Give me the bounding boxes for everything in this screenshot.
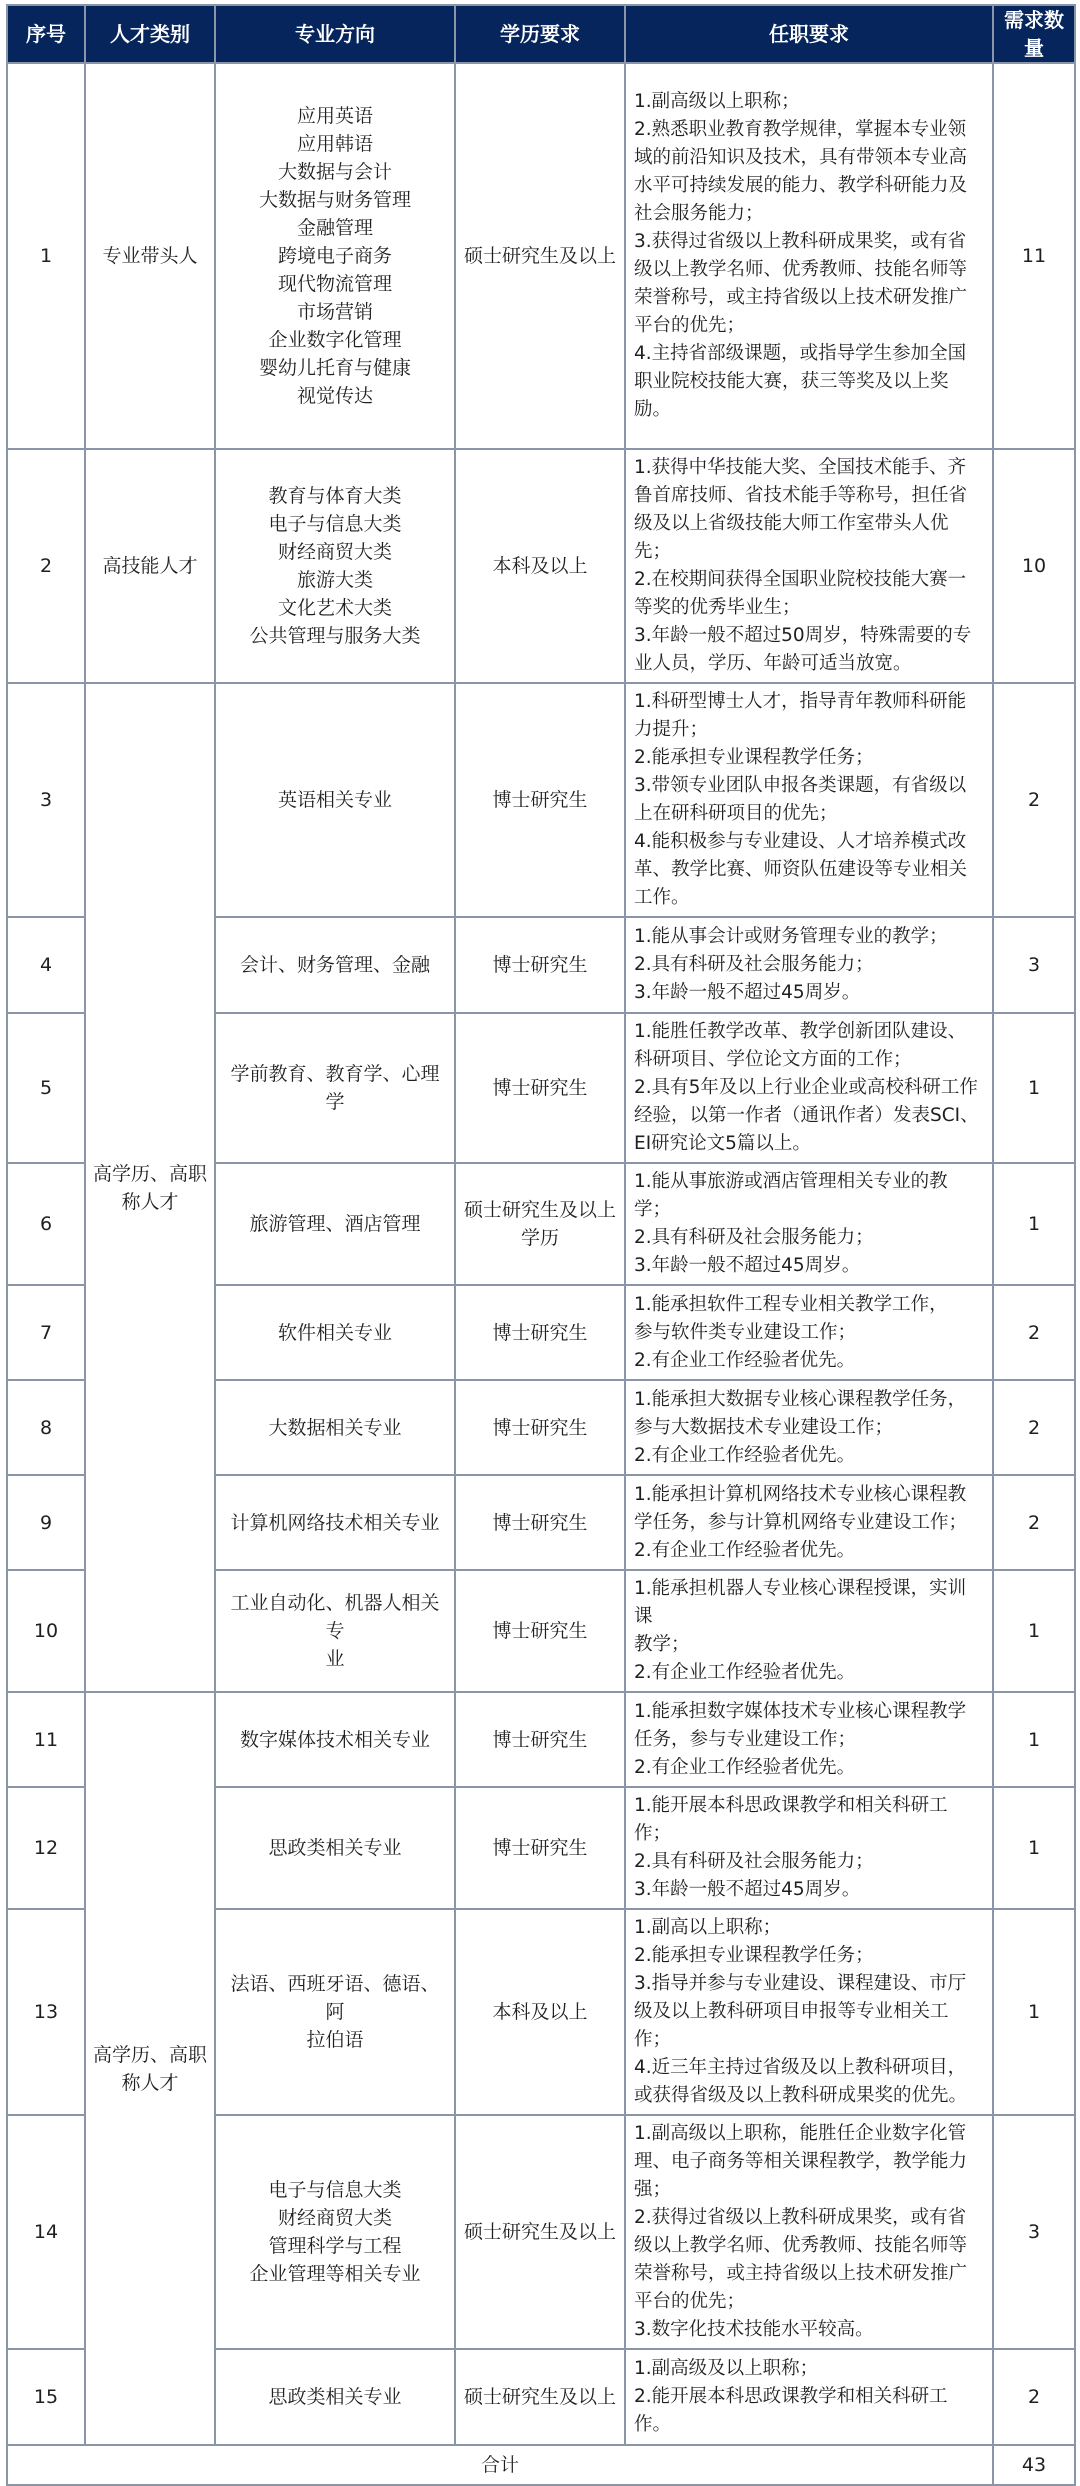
- major-line: 财经商贸大类: [277, 541, 392, 563]
- requirement-line: 3.年龄一般不超过45周岁。: [634, 1879, 861, 1900]
- education-line: 博士研究生: [492, 1077, 588, 1099]
- cell-no: 4: [7, 917, 85, 1013]
- requirement-line: 任务，参与专业建设工作；: [634, 1728, 857, 1750]
- requirement-line: 2.在校期间获得全国职业院校技能大赛一: [634, 569, 967, 590]
- cell-education: [455, 1013, 625, 1163]
- requirement-line: 作；: [634, 1823, 672, 1844]
- requirement-line: 教学；: [634, 1634, 690, 1655]
- major-line: 财经商贸大类: [277, 2207, 392, 2229]
- requirement-line: 1.副高级以上职称，能胜任企业数字化管: [634, 2123, 967, 2144]
- requirement-line: 2.熟悉职业教育教学规律，掌握本专业领: [634, 119, 967, 140]
- cell-no: 7: [7, 1285, 85, 1380]
- cell-no: 5: [7, 1013, 85, 1163]
- requirement-line: 学任务，参与计算机网络专业建设工作；: [634, 1511, 968, 1533]
- requirement-line: 1.科研型博士人才，指导青年教师科研能: [634, 691, 967, 712]
- requirement-line: 1.获得中华技能大奖、全国技术能手、齐: [634, 457, 967, 478]
- cell-education: [455, 1380, 625, 1475]
- cell-no: 12: [7, 1787, 85, 1909]
- major-line: 计算机网络技术相关专业: [230, 1511, 440, 1534]
- requirement-line: 2.能承担专业课程教学任务；: [634, 1945, 874, 1966]
- header-requirements: 任职要求: [625, 5, 993, 63]
- requirement-line: 理、电子商务等相关课程教学，教学能力: [634, 2151, 968, 2172]
- requirement-line: 1.能从事旅游或酒店管理相关专业的教: [634, 1171, 948, 1192]
- requirement-line: 2.能开展本科思政课教学和相关科研工: [634, 2386, 948, 2407]
- cell-major: [215, 2115, 455, 2349]
- education-line: 博士研究生: [492, 1728, 588, 1751]
- requirement-line: 平台的优先；: [634, 2291, 746, 2312]
- requirement-line: 3.年龄一般不超过50周岁，特殊需要的专: [634, 625, 972, 646]
- requirement-line: 强；: [634, 2179, 672, 2200]
- cell-education: [455, 1163, 625, 1285]
- requirement-line: 力提升；: [634, 719, 709, 740]
- cell-education: [455, 1475, 625, 1570]
- requirement-line: 鲁首席技师、省技术能手等称号，担任省: [634, 485, 968, 506]
- total-row: [7, 2445, 1075, 2485]
- requirement-line: 经验，以第一作者（通讯作者）发表SCI、: [634, 1105, 979, 1126]
- requirement-line: 革、教学比赛、师资队伍建设等专业相关: [634, 859, 968, 880]
- major-line: 大数据相关专业: [268, 1416, 402, 1439]
- major-line: 婴幼儿托育与健康: [258, 357, 411, 379]
- cell-requirements: [625, 2349, 993, 2445]
- cell-count: 2: [993, 1475, 1075, 1570]
- requirement-line: 等奖的优秀毕业生；: [634, 597, 801, 618]
- table-row: [7, 683, 1075, 917]
- cell-requirements: [625, 1787, 993, 1909]
- table-row: [7, 1692, 1075, 1787]
- cell-major: [215, 449, 455, 683]
- cell-major: [215, 917, 455, 1013]
- major-line: 教育与体育大类: [268, 485, 402, 507]
- requirement-line: 1.能开展本科思政课教学和相关科研工: [634, 1795, 948, 1816]
- requirement-line: 3.获得过省级以上教科研成果奖，或有省: [634, 231, 967, 252]
- cell-education: [455, 1570, 625, 1692]
- requirement-line: 2.具有科研及社会服务能力；: [634, 1227, 874, 1248]
- requirement-line: 业人员，学历、年龄可适当放宽。: [634, 653, 912, 674]
- requirement-line: 励。: [634, 399, 672, 420]
- requirement-line: 2.具有科研及社会服务能力；: [634, 954, 874, 975]
- cell-requirements: [625, 63, 993, 449]
- requirement-line: 2.具有科研及社会服务能力；: [634, 1851, 874, 1872]
- table-row: [7, 449, 1075, 683]
- header-row: [7, 5, 1075, 63]
- education-line: 博士研究生: [492, 1837, 588, 1859]
- requirement-line: 2.获得过省级以上教科研成果奖，或有省: [634, 2207, 967, 2228]
- requirement-line: 2.有企业工作经验者优先。: [634, 1444, 856, 1466]
- recruitment-table-container: [6, 4, 1076, 2486]
- education-line: 博士研究生: [492, 1321, 588, 1344]
- cell-major: [215, 683, 455, 917]
- cell-requirements: [625, 2115, 993, 2349]
- requirement-line: 2.有企业工作经验者优先。: [634, 1756, 856, 1778]
- cell-category: 高技能人才: [85, 449, 215, 683]
- cell-no: 8: [7, 1380, 85, 1475]
- cell-no: 3: [7, 683, 85, 917]
- cell-count: 2: [993, 683, 1075, 917]
- major-line: 软件相关专业: [277, 1321, 392, 1344]
- requirement-line: 作；: [634, 2029, 672, 2050]
- cell-requirements: [625, 683, 993, 917]
- cell-education: [455, 1692, 625, 1787]
- cell-major: [215, 1570, 455, 1692]
- cell-requirements: [625, 1909, 993, 2115]
- cell-category: 高学历、高职称人才: [85, 1692, 215, 2445]
- requirement-line: 荣誉称号，或主持省级以上技术研发推广: [634, 287, 968, 308]
- requirement-line: 1.能承担机器人专业核心课程授课，实训课: [634, 1578, 967, 1627]
- education-line: 博士研究生: [492, 954, 588, 976]
- total-label: 合计: [7, 2445, 993, 2485]
- requirement-line: 1.副高级以上职称；: [634, 91, 800, 112]
- requirement-line: 4.能积极参与专业建设、人才培养模式改: [634, 831, 967, 852]
- cell-count: 1: [993, 1570, 1075, 1692]
- requirement-line: 荣誉称号，或主持省级以上技术研发推广: [634, 2263, 968, 2284]
- cell-major: [215, 63, 455, 449]
- requirement-line: 工作。: [634, 887, 690, 908]
- requirement-line: 1.副高以上职称；: [634, 1917, 782, 1938]
- requirement-line: 1.副高级及以上职称；: [634, 2358, 819, 2379]
- requirement-line: 2.能承担专业课程教学任务；: [634, 747, 874, 768]
- cell-major: [215, 1285, 455, 1380]
- cell-count: 1: [993, 1163, 1075, 1285]
- cell-requirements: [625, 917, 993, 1013]
- major-line: 业: [325, 1648, 345, 1670]
- major-line: 数字媒体技术相关专业: [239, 1728, 430, 1751]
- major-line: 拉伯语: [306, 2029, 364, 2051]
- cell-education: [455, 683, 625, 917]
- major-line: 旅游管理、酒店管理: [249, 1213, 421, 1235]
- major-line: 管理科学与工程: [268, 2235, 402, 2257]
- header-no: 序号: [7, 5, 85, 63]
- header-major: 专业方向: [215, 5, 455, 63]
- major-line: 电子与信息大类: [268, 2179, 402, 2201]
- cell-no: 15: [7, 2349, 85, 2445]
- cell-requirements: [625, 1285, 993, 1380]
- cell-education: [455, 449, 625, 683]
- major-line: 应用韩语: [296, 133, 373, 155]
- requirement-line: 1.能从事会计或财务管理专业的教学；: [634, 926, 948, 947]
- cell-no: 10: [7, 1570, 85, 1692]
- cell-count: 3: [993, 2115, 1075, 2349]
- cell-category: 专业带头人: [85, 63, 215, 449]
- cell-education: [455, 2115, 625, 2349]
- cell-major: [215, 1692, 455, 1787]
- major-line: 文化艺术大类: [277, 597, 392, 619]
- requirement-line: 1.能胜任教学改革、教学创新团队建设、: [634, 1021, 967, 1042]
- requirement-line: 学；: [634, 1199, 672, 1220]
- cell-no: 2: [7, 449, 85, 683]
- cell-no: 9: [7, 1475, 85, 1570]
- education-line: 博士研究生: [492, 1511, 588, 1534]
- requirement-line: 级以上教学名师、优秀教师、技能名师等: [634, 259, 968, 280]
- header-category: 人才类别: [85, 5, 215, 63]
- major-line: 工业自动化、机器人相关专: [230, 1592, 440, 1642]
- requirement-line: 2.有企业工作经验者优先。: [634, 1349, 856, 1371]
- cell-education: [455, 917, 625, 1013]
- requirement-line: 1.能承担软件工程专业相关教学工作，: [634, 1293, 948, 1315]
- cell-major: [215, 1909, 455, 2115]
- major-line: 旅游大类: [296, 569, 373, 591]
- cell-major: [215, 1475, 455, 1570]
- cell-major: [215, 1163, 455, 1285]
- education-line: 本科及以上: [492, 2001, 588, 2023]
- education-line: 博士研究生: [492, 1620, 588, 1642]
- requirement-line: 级及以上省级技能大师工作室带头人优: [634, 513, 949, 534]
- requirement-line: 参与大数据技术专业建设工作；: [634, 1416, 894, 1438]
- requirement-line: 3.数字化技术技能水平较高。: [634, 2319, 874, 2340]
- requirement-line: 科研项目、学位论文方面的工作；: [634, 1049, 912, 1070]
- education-line: 本科及以上: [492, 555, 588, 577]
- major-line: 大数据与会计: [277, 161, 392, 183]
- cell-requirements: [625, 449, 993, 683]
- cell-count: 2: [993, 1380, 1075, 1475]
- requirement-line: 上在研科研项目的优先；: [634, 803, 838, 824]
- requirement-line: 参与软件类专业建设工作；: [634, 1321, 857, 1343]
- major-line: 电子与信息大类: [268, 513, 402, 535]
- major-line: 大数据与财务管理: [258, 189, 411, 211]
- requirement-line: 级及以上教科研项目申报等专业相关工: [634, 2001, 949, 2022]
- cell-no: 11: [7, 1692, 85, 1787]
- cell-count: 1: [993, 1909, 1075, 2115]
- requirement-line: 4.近三年主持过省级及以上教科研项目，: [634, 2057, 967, 2078]
- education-line: 博士研究生: [492, 789, 588, 811]
- total-value: 43: [993, 2445, 1075, 2485]
- cell-education: [455, 2349, 625, 2445]
- cell-requirements: [625, 1570, 993, 1692]
- cell-requirements: [625, 1475, 993, 1570]
- requirement-line: 社会服务能力；: [634, 203, 764, 224]
- major-line: 英语相关专业: [277, 789, 392, 811]
- requirement-line: 1.能承担计算机网络技术专业核心课程教: [634, 1483, 967, 1505]
- cell-count: 1: [993, 1013, 1075, 1163]
- education-line: 学历: [520, 1227, 559, 1249]
- major-line: 会计、财务管理、金融: [239, 954, 430, 976]
- recruitment-table: [6, 4, 1076, 2486]
- cell-major: [215, 1013, 455, 1163]
- requirement-line: 域的前沿知识及技术，具有带领本专业高: [634, 147, 968, 168]
- cell-no: 1: [7, 63, 85, 449]
- requirement-line: 3.带领专业团队申报各类课题，有省级以: [634, 775, 967, 796]
- major-line: 思政类相关专业: [268, 2386, 402, 2408]
- header-education: 学历要求: [455, 5, 625, 63]
- cell-major: [215, 2349, 455, 2445]
- education-line: 硕士研究生及以上: [463, 1199, 616, 1221]
- major-line: 法语、西班牙语、德语、阿: [230, 1973, 440, 2023]
- major-line: 跨境电子商务: [277, 245, 392, 267]
- requirement-line: 或获得省级及以上教科研成果奖的优先。: [634, 2085, 968, 2106]
- cell-requirements: [625, 1013, 993, 1163]
- requirement-line: 先；: [634, 541, 672, 562]
- cell-education: [455, 63, 625, 449]
- cell-no: 14: [7, 2115, 85, 2349]
- cell-major: [215, 1380, 455, 1475]
- education-line: 硕士研究生及以上: [463, 2386, 616, 2408]
- requirement-line: 3.指导并参与专业建设、课程建设、市厅: [634, 1973, 967, 1994]
- header-count: 需求数量: [993, 5, 1075, 63]
- cell-count: 11: [993, 63, 1075, 449]
- requirement-line: 水平可持续发展的能力、教学科研能力及: [634, 175, 968, 196]
- requirement-line: 3.年龄一般不超过45周岁。: [634, 1255, 861, 1276]
- cell-no: 6: [7, 1163, 85, 1285]
- cell-count: 2: [993, 2349, 1075, 2445]
- requirement-line: 3.年龄一般不超过45周岁。: [634, 982, 861, 1003]
- cell-education: [455, 1909, 625, 2115]
- major-line: 金融管理: [296, 217, 373, 239]
- requirement-line: 平台的优先；: [634, 315, 746, 336]
- cell-count: 3: [993, 917, 1075, 1013]
- major-line: 视觉传达: [296, 385, 373, 407]
- cell-count: 2: [993, 1285, 1075, 1380]
- requirement-line: 2.有企业工作经验者优先。: [634, 1662, 856, 1683]
- requirement-line: 1.能承担大数据专业核心课程教学任务，: [634, 1388, 967, 1410]
- major-line: 企业管理等相关专业: [249, 2263, 421, 2285]
- cell-requirements: [625, 1692, 993, 1787]
- major-line: 学前教育、教育学、心理学: [230, 1063, 440, 1113]
- major-line: 市场营销: [296, 301, 373, 323]
- requirement-line: 2.有企业工作经验者优先。: [634, 1539, 856, 1561]
- cell-count: 10: [993, 449, 1075, 683]
- major-line: 思政类相关专业: [268, 1837, 402, 1859]
- cell-count: 1: [993, 1787, 1075, 1909]
- education-line: 硕士研究生及以上: [463, 2221, 616, 2243]
- requirement-line: 4.主持省部级课题，或指导学生参加全国: [634, 343, 967, 364]
- requirement-line: 作。: [634, 2414, 672, 2435]
- major-line: 公共管理与服务大类: [249, 625, 421, 647]
- education-line: 硕士研究生及以上: [463, 245, 616, 267]
- requirement-line: 级以上教学名师、优秀教师、技能名师等: [634, 2235, 968, 2256]
- requirement-line: 2.具有5年及以上行业企业或高校科研工作: [634, 1077, 978, 1098]
- cell-count: 1: [993, 1692, 1075, 1787]
- cell-education: [455, 1285, 625, 1380]
- table-row: [7, 63, 1075, 449]
- cell-major: [215, 1787, 455, 1909]
- major-line: 应用英语: [296, 105, 373, 127]
- requirement-line: EI研究论文5篇以上。: [634, 1133, 811, 1154]
- major-line: 企业数字化管理: [268, 329, 402, 351]
- education-line: 博士研究生: [492, 1416, 588, 1439]
- cell-requirements: [625, 1163, 993, 1285]
- requirement-line: 职业院校技能大赛，获三等奖及以上奖: [634, 371, 949, 392]
- cell-requirements: [625, 1380, 993, 1475]
- major-line: 现代物流管理: [277, 273, 392, 295]
- cell-no: 13: [7, 1909, 85, 2115]
- cell-category: 高学历、高职称人才: [85, 683, 215, 1692]
- cell-education: [455, 1787, 625, 1909]
- requirement-line: 1.能承担数字媒体技术专业核心课程教学: [634, 1700, 967, 1722]
